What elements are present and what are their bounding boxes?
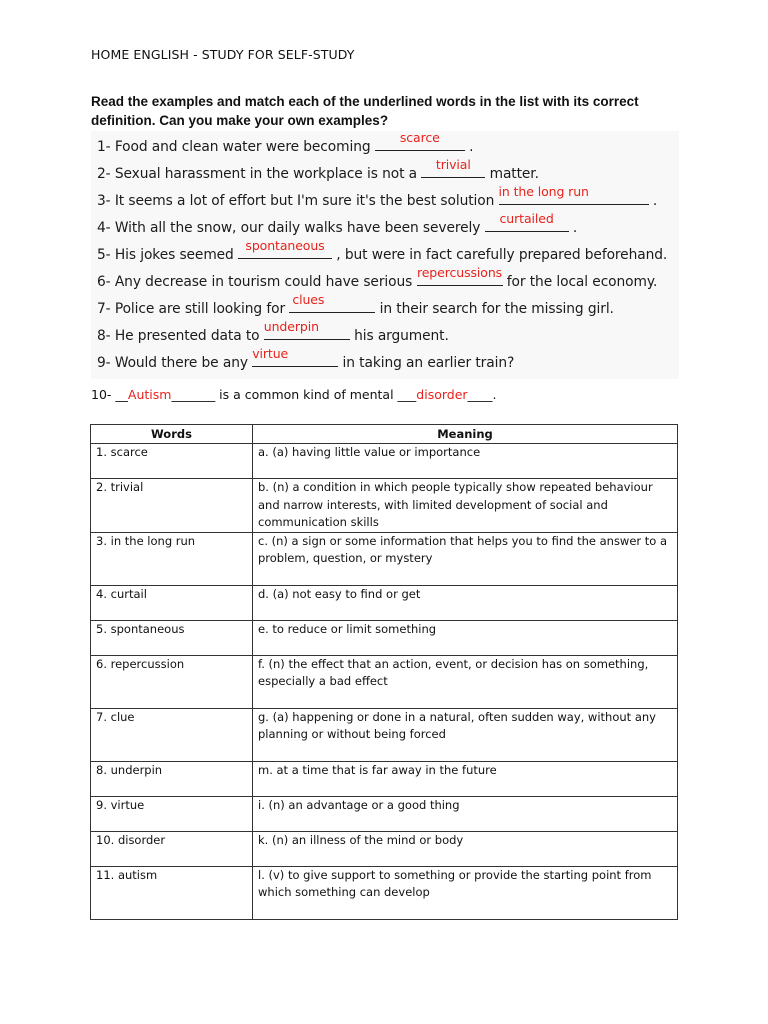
meaning-cell: d. (a) not easy to find or get [253, 585, 678, 620]
meaning-cell: e. to reduce or limit something [253, 620, 678, 655]
example-sentences-image [91, 131, 679, 379]
meaning-cell: a. (a) having little value or importance [253, 444, 678, 479]
answer-blank [238, 238, 332, 259]
table-row [91, 761, 678, 796]
table-row [91, 655, 678, 708]
answer-blank [416, 265, 503, 286]
table-row [91, 831, 678, 866]
table-row [91, 444, 678, 479]
sentence-6 [97, 265, 658, 290]
sentence-text: 5- His jokes seemed [97, 247, 238, 263]
sentence-7 [97, 292, 614, 317]
sentence-text: 7- Police are still looking for [97, 301, 290, 317]
answer-blank [263, 319, 350, 340]
answer-text: spontaneous [245, 238, 325, 253]
sentence-10-suffix: ____. [467, 387, 497, 402]
sentence-text: 6- Any decrease in tourism could have serious [97, 274, 417, 290]
sentence-text: , but were in fact carefully prepared beforehand. [332, 247, 668, 263]
column-header-words: Words [91, 425, 253, 444]
answer-text: virtue [252, 346, 289, 361]
word-cell: 8. underpin [91, 761, 253, 796]
meaning-cell: l. (v) to give support to something or provide the starting point from which something can develop [253, 866, 678, 919]
sentence-5 [97, 238, 668, 263]
meaning-cell: f. (n) the effect that an action, event, or decision has on something, especially a bad effect [253, 655, 678, 708]
word-cell: 4. curtail [91, 585, 253, 620]
answer-text: in the long run [498, 184, 589, 199]
sentence-10 [91, 387, 497, 402]
meaning-cell: g. (a) happening or done in a natural, often sudden way, without any planning or without being forced [253, 708, 678, 761]
table-header-row [91, 425, 678, 444]
word-cell: 5. spontaneous [91, 620, 253, 655]
answer-text: repercussions [416, 265, 503, 280]
sentence-text: 2- Sexual harassment in the workplace is not a [97, 166, 422, 182]
meaning-cell: b. (n) a condition in which people typically show repeated behaviour and narrow interests, with limited development of social and communication skills [253, 479, 678, 533]
sentence-text: 3- It seems a lot of effort but I'm sure it's the best solution [97, 193, 499, 209]
table-row [91, 796, 678, 831]
sentence-9 [97, 346, 515, 371]
table-row [91, 585, 678, 620]
word-cell: 1. scarce [91, 444, 253, 479]
word-cell: 7. clue [91, 708, 253, 761]
sentence-text: 8- He presented data to [97, 328, 264, 344]
vocabulary-table [90, 424, 678, 920]
sentence-text: in taking an earlier train? [338, 355, 515, 371]
answer-blank [498, 184, 649, 205]
sentence-text: for the local economy. [502, 274, 658, 290]
table-row [91, 620, 678, 655]
sentence-text: 9- Would there be any [97, 355, 253, 371]
table-row [91, 532, 678, 585]
meaning-cell: m. at a time that is far away in the future [253, 761, 678, 796]
sentence-text: in their search for the missing girl. [375, 301, 614, 317]
word-cell: 6. repercussion [91, 655, 253, 708]
answer-blank [252, 346, 338, 367]
answer-text: underpin [263, 319, 319, 334]
column-header-meaning: Meaning [253, 425, 678, 444]
sentence-text: . [568, 220, 578, 236]
answer-blank [485, 211, 569, 232]
sentence-text: 4- With all the snow, our daily walks have been severely [97, 220, 485, 236]
answer-text: clues [292, 292, 325, 307]
sentence-text: . [464, 139, 474, 155]
word-cell: 11. autism [91, 866, 253, 919]
sentence-4 [97, 211, 578, 236]
meaning-cell: k. (n) an illness of the mind or body [253, 831, 678, 866]
sentence-10-middle: _______ is a common kind of mental ___ [171, 387, 417, 402]
answer-blank [375, 130, 465, 151]
sentence-text: his argument. [349, 328, 449, 344]
table-row [91, 708, 678, 761]
instructions: Read the examples and match each of the underlined words in the list with its correct definition. Can you make your own examples? [91, 94, 639, 128]
document-header: HOME ENGLISH - STUDY FOR SELF-STUDY [91, 47, 355, 62]
sentence-3 [97, 184, 658, 209]
answer-text: scarce [399, 130, 440, 145]
answer-text: trivial [435, 157, 471, 172]
answer-text: curtailed [499, 211, 554, 226]
meaning-cell: c. (n) a sign or some information that helps you to find the answer to a problem, question, or mystery [253, 532, 678, 585]
answer-blank [289, 292, 375, 313]
sentence-text: matter. [485, 166, 539, 182]
sentence-1 [97, 130, 474, 155]
answer-text: Autism [127, 387, 172, 402]
meaning-cell: i. (n) an advantage or a good thing [253, 796, 678, 831]
sentence-2 [97, 157, 539, 182]
sentence-8 [97, 319, 449, 344]
table-row [91, 866, 678, 919]
word-cell: 10. disorder [91, 831, 253, 866]
answer-blank [421, 157, 485, 178]
answer-text: disorder [416, 387, 468, 402]
sentence-10-prefix: 10- __ [91, 387, 128, 402]
word-cell: 2. trivial [91, 479, 253, 533]
table-row [91, 479, 678, 533]
word-cell: 9. virtue [91, 796, 253, 831]
word-cell: 3. in the long run [91, 532, 253, 585]
sentence-text: . [648, 193, 658, 209]
sentence-text: 1- Food and clean water were becoming [97, 139, 375, 155]
